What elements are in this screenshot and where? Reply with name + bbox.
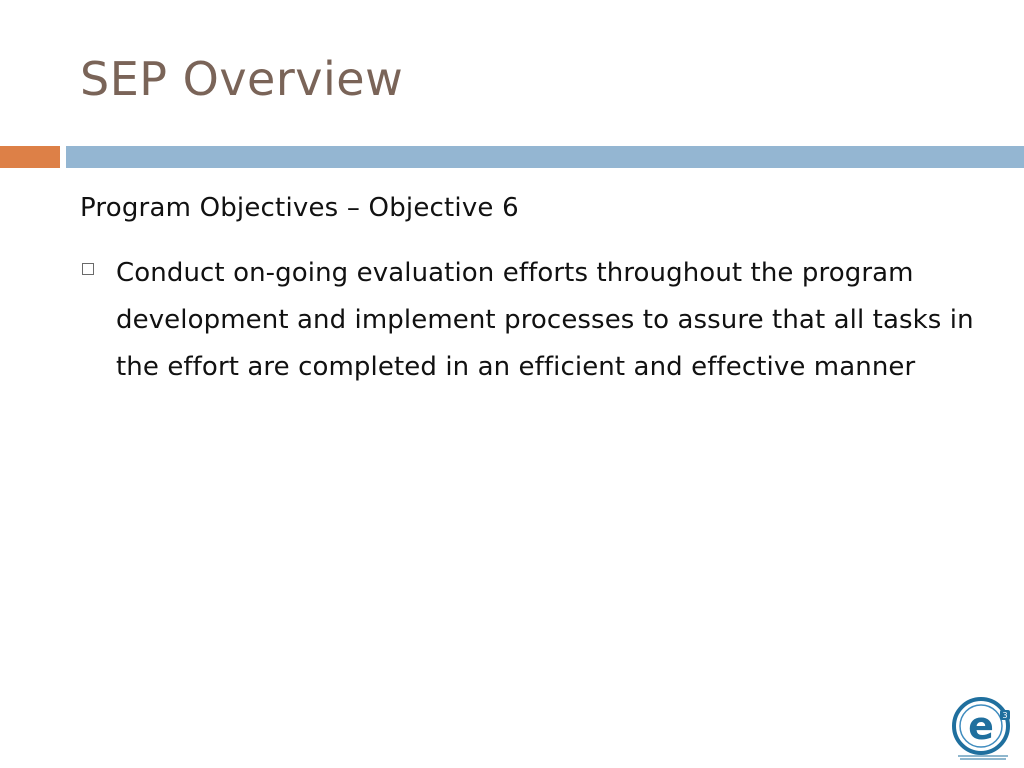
hollow-square-bullet-icon — [82, 263, 94, 275]
logo-superscript: 3 — [1002, 711, 1008, 720]
bullet-text: Conduct on-going evaluation efforts throughout the program development and implement processes to assure that all tasks in the effort are completed in an efficient and effective manner — [116, 258, 974, 382]
logo-letter: e — [968, 704, 994, 748]
slide-title: SEP Overview — [80, 52, 404, 106]
title-rule-bar — [66, 146, 1024, 168]
slide-subheading: Program Objectives – Objective 6 — [80, 193, 519, 223]
e3-logo-icon — [948, 692, 1018, 762]
title-rule-accent — [0, 146, 60, 168]
